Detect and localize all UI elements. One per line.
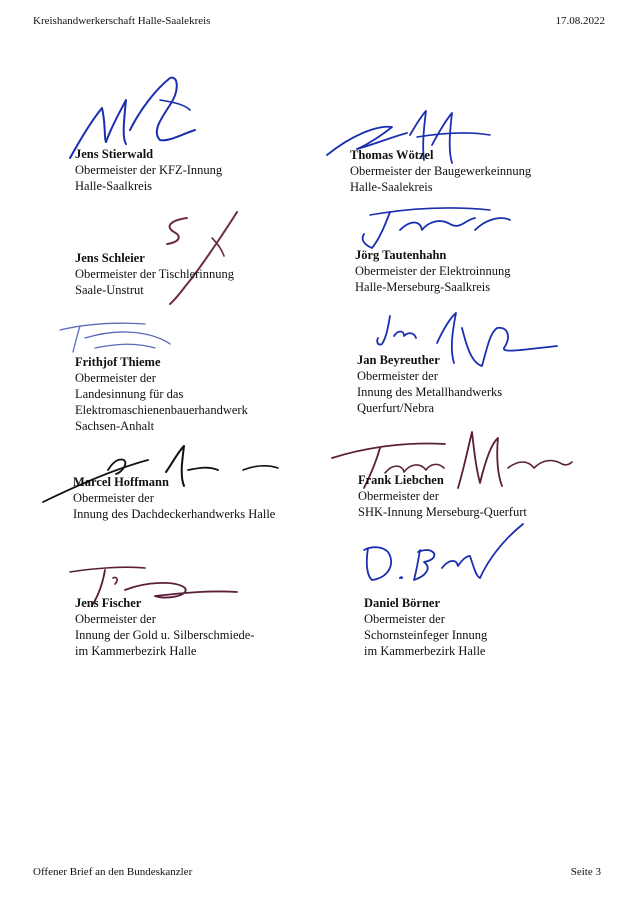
signatory-title: Obermeister der Baugewerkeinnung: [350, 164, 532, 178]
signatory-title: Obermeister der KFZ-Innung: [75, 163, 223, 177]
signatory-name: Marcel Hoffmann: [73, 475, 169, 489]
signatory-guild: Elektromaschienenbauerhandwerk: [75, 403, 248, 417]
signatory-name: Jan Beyreuther: [357, 353, 440, 367]
signatory-guild: Schornsteinfeger Innung: [364, 628, 488, 642]
signatory-block: [75, 595, 254, 659]
signatory-name: Daniel Börner: [364, 596, 441, 610]
signatory-title: Obermeister der: [357, 369, 438, 383]
signatory-name: Jens Stierwald: [75, 147, 154, 161]
header-date: 17.08.2022: [555, 15, 605, 27]
signatory-guild: SHK-Innung Merseburg-Querfurt: [358, 505, 527, 519]
signatory-block: [364, 595, 487, 659]
signatory-guild: Saale-Unstrut: [75, 283, 144, 297]
signatory-region: im Kammerbezirk Halle: [364, 644, 486, 658]
signatory-block: [350, 147, 531, 195]
signatory-title: Obermeister der: [364, 612, 445, 626]
signatory-title: Obermeister der: [75, 371, 156, 385]
signatory-block: [75, 354, 248, 434]
signatory-name: Jens Fischer: [75, 596, 142, 610]
footer-title: Offener Brief an den Bundeskanzler: [33, 866, 193, 878]
signatory-block: [75, 250, 234, 298]
signatory-title: Obermeister der: [358, 489, 439, 503]
signature-boerner-image: [358, 520, 528, 595]
signatory-block: [75, 146, 222, 194]
signatory-region: im Kammerbezirk Halle: [75, 644, 197, 658]
signatory-block: [357, 352, 502, 416]
signatory-guild: Halle-Saalekreis: [350, 180, 433, 194]
signatory-title: Obermeister der Tischlerinnung: [75, 267, 235, 281]
header-organization: Kreishandwerkerschaft Halle-Saalekreis: [33, 15, 211, 27]
signatory-title: Obermeister der: [75, 612, 156, 626]
signature-thieme-image: [55, 318, 180, 358]
signatory-title: Obermeister der Elektroinnung: [355, 264, 511, 278]
signatory-title: Obermeister der: [73, 491, 154, 505]
signatory-block: [358, 472, 527, 520]
signatory-guild: Halle-Saalkreis: [75, 179, 153, 193]
signatory-name: Jens Schleier: [75, 251, 145, 265]
signatory-block: [73, 474, 275, 522]
signatory-name: Frithjof Thieme: [75, 355, 161, 369]
signatory-guild: Landesinnung für das: [75, 387, 184, 401]
signatory-name: Jörg Tautenhahn: [355, 248, 447, 262]
signatory-region: Querfurt/Nebra: [357, 401, 435, 415]
signatory-region: Sachsen-Anhalt: [75, 419, 155, 433]
signatory-guild: Halle-Merseburg-Saalkreis: [355, 280, 491, 294]
page-number: Seite 3: [570, 866, 601, 878]
signatory-name: Frank Liebchen: [358, 473, 444, 487]
signatory-guild: Innung des Metallhandwerks: [357, 385, 503, 399]
signatory-guild: Innung des Dachdeckerhandwerks Halle: [73, 507, 276, 521]
signatory-block: [355, 247, 511, 295]
signatory-guild: Innung der Gold u. Silberschmiede-: [75, 628, 255, 642]
signatory-name: Thomas Wötzel: [350, 148, 434, 162]
